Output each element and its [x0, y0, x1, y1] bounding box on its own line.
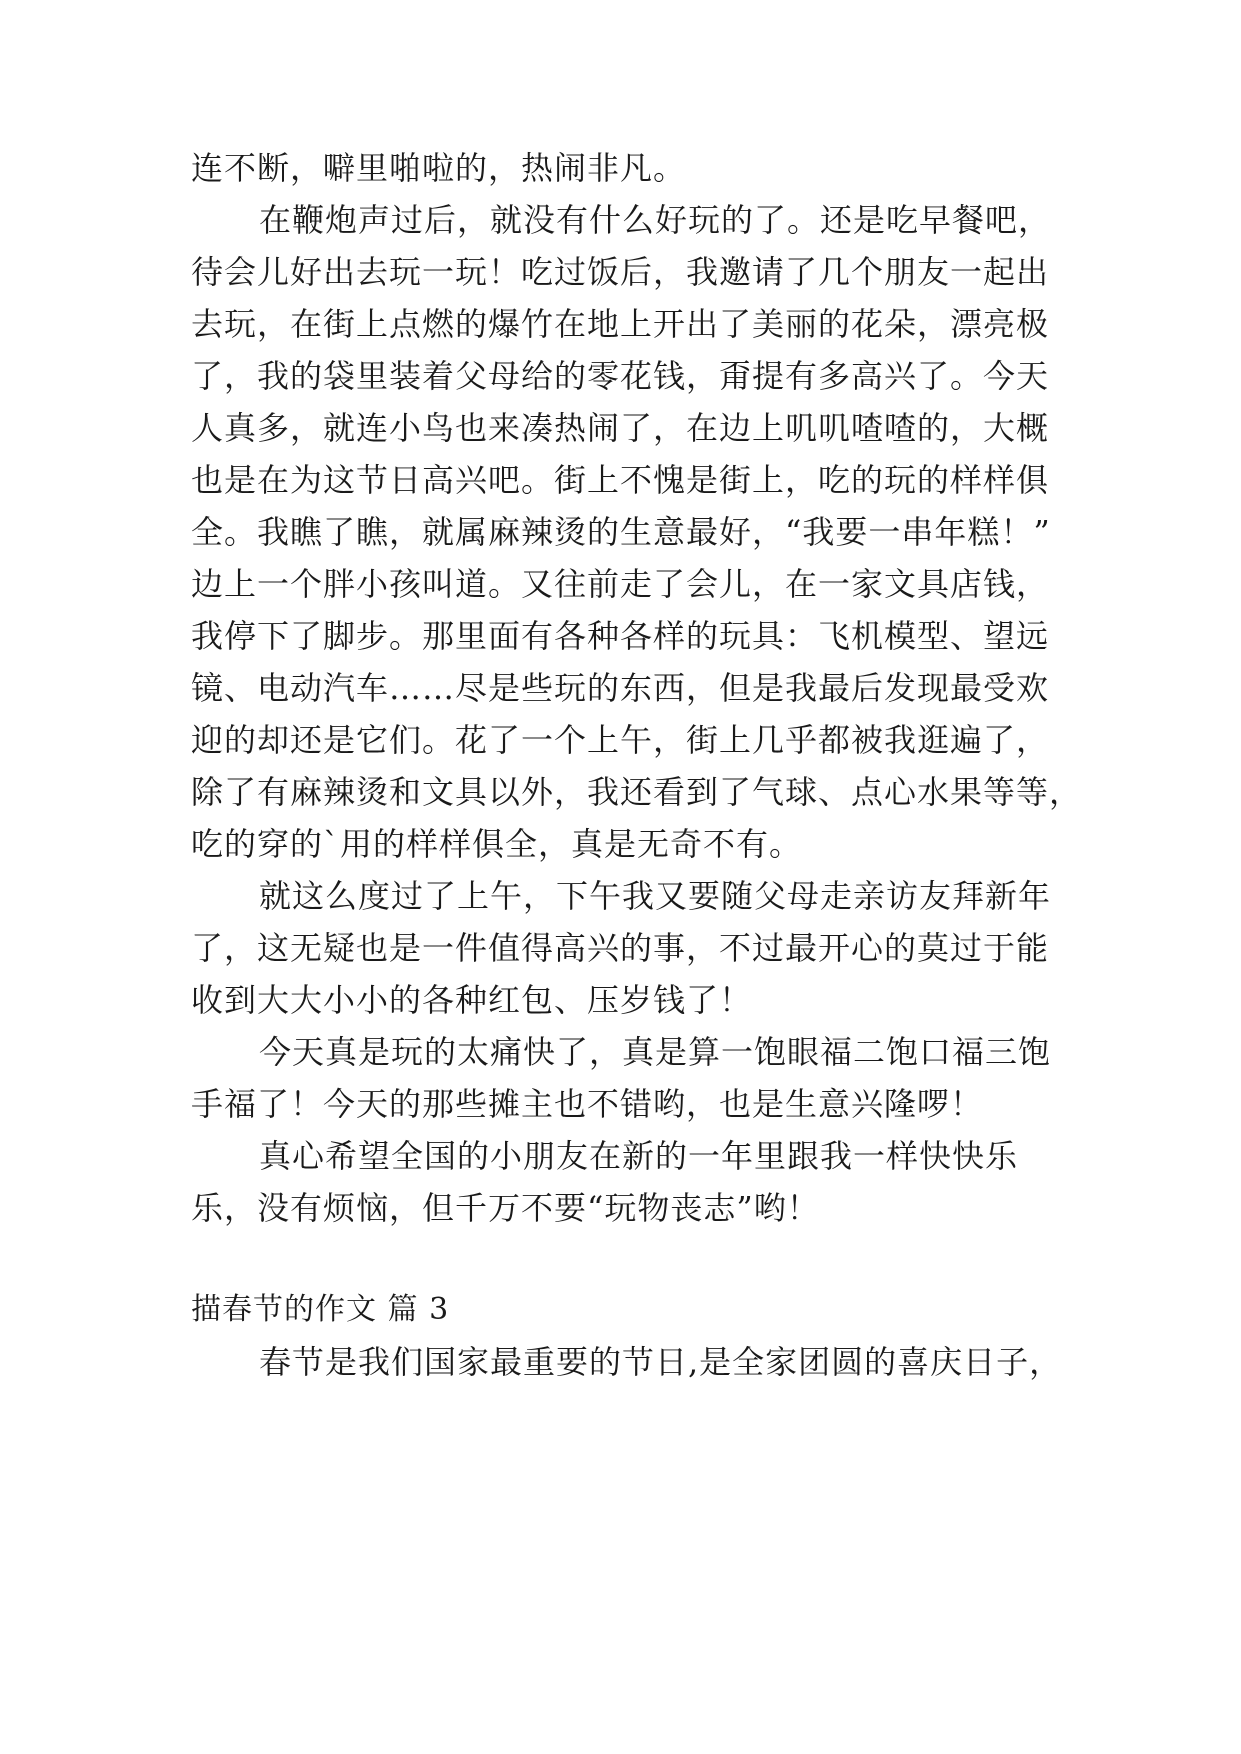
- text-line: 在鞭炮声过后，就没有什么好玩的了。还是吃早餐吧，: [259, 201, 1052, 239]
- text-line: 连不断，噼里啪啦的，热闹非凡。: [191, 149, 687, 187]
- text-line: 手福了！今天的那些摊主也不错哟，也是生意兴隆啰！: [191, 1085, 984, 1123]
- text-line: 全。我瞧了瞧，就属麻辣烫的生意最好，“我要一串年糕！”: [191, 513, 1051, 551]
- text-line: 春节是我们国家最重要的节日,是全家团圆的喜庆日子，: [259, 1343, 1063, 1381]
- text-line: 真心希望全国的小朋友在新的一年里跟我一样快快乐: [259, 1137, 1019, 1175]
- text-line: 去玩，在街上点燃的爆竹在地上开出了美丽的花朵，漂亮极: [191, 305, 1050, 343]
- text-line: 除了有麻辣烫和文具以外，我还看到了气球、点心水果等等，: [191, 773, 1083, 811]
- text-line: 镜、电动汽车……尽是些玩的东西，但是我最后发现最受欢: [191, 669, 1050, 707]
- text-line: 迎的却还是它们。花了一个上午，街上几乎都被我逛遍了，: [191, 721, 1050, 759]
- text-line: 收到大大小小的各种红包、压岁钱了！: [191, 981, 753, 1019]
- text-line: 了，我的袋里装着父母给的零花钱，甭提有多高兴了。今天: [191, 357, 1050, 395]
- text-line: 待会儿好出去玩一玩！吃过饭后，我邀请了几个朋友一起出: [191, 253, 1050, 291]
- text-line: 就这么度过了上午，下午我又要随父母走亲访友拜新年: [259, 877, 1052, 915]
- section-heading: 描春节的作文 篇 3: [191, 1292, 450, 1327]
- text-line: 我停下了脚步。那里面有各种各样的玩具：飞机模型、望远: [191, 617, 1050, 655]
- text-line: 也是在为这节日高兴吧。街上不愧是街上，吃的玩的样样俱: [191, 461, 1050, 499]
- text-line: 了，这无疑也是一件值得高兴的事，不过最开心的莫过于能: [191, 929, 1050, 967]
- text-line: 乐，没有烦恼，但千万不要“玩物丧志”哟！: [191, 1189, 820, 1227]
- text-line: 吃的穿的`用的样样俱全，真是无奇不有。: [191, 825, 803, 863]
- text-line: 今天真是玩的太痛快了，真是算一饱眼福二饱口福三饱: [259, 1033, 1052, 1071]
- text-line: 边上一个胖小孩叫道。又往前走了会儿，在一家文具店钱，: [191, 565, 1050, 603]
- text-line: 人真多，就连小鸟也来凑热闹了，在边上叽叽喳喳的，大概: [191, 409, 1050, 447]
